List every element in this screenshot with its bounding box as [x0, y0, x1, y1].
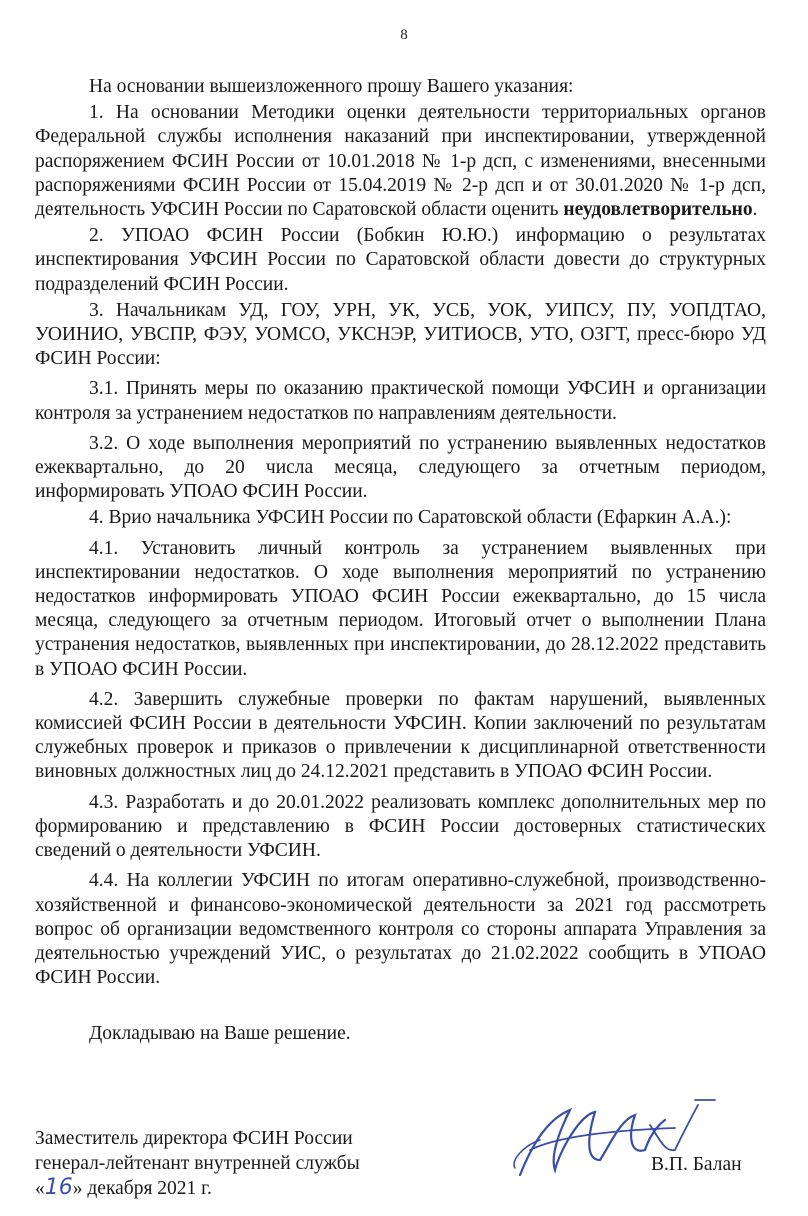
signer-name: В.П. Балан — [651, 1154, 742, 1175]
paragraph-4-3: 4.3. Разработать и до 20.01.2022 реализовать комплекс дополнительных мер по формированию и представлению в ФСИН России достоверных статистических сведений о деятельности УФСИН. — [35, 791, 766, 862]
signer-position: Заместитель директора ФСИН России — [35, 1128, 353, 1149]
paragraph-1 — [35, 101, 766, 222]
page-number: 8 — [400, 27, 408, 43]
date-quote-open: « — [35, 1178, 45, 1199]
paragraph-4-1: 4.1. Установить личный контроль за устранением выявленных при инспектировании недостатков. О ходе выполнения мероприятий по устранению недостатков информировать УПОАО ФСИН России ежеквартально, до 15 числа месяца, следующего за отчетным периодом. Итоговый отчет о выполнении Плана устранения недостатков, выявленных при инспектировании, до 28.12.2022 представить в УПОАО ФСИН России. — [35, 537, 766, 680]
assessment-result: неудовлетворительно — [563, 199, 753, 221]
paragraph-4-2: 4.2. Завершить служебные проверки по фактам нарушений, выявленных комиссией ФСИН России в деятельности УФСИН. Копии заключений по результатам служебных проверок и приказов о привлечении к дисциплинарной ответственности виновных должностных лиц до 24.12.2021 представить в УПОАО ФСИН России. — [35, 688, 766, 783]
paragraph-1-text: 1. На основании Методики оценки деятельности территориальных органов Федеральной службы исполнения наказаний при инспектировании, утвержденной распоряжением ФСИН России от 10.01.2018 № 1-р дсп, с изменениями, внесенными распоряжениями ФСИН России от 15.04.2019 № 2-р дсп и от 30.01.2020 № 1-р дсп, деятельность УФСИН России по Саратовской области оценить — [35, 102, 766, 221]
signer-rank: генерал-лейтенант внутренней службы — [35, 1152, 360, 1174]
paragraph-4-4: 4.4. На коллегии УФСИН по итогам оперативно-служебной, производственно-хозяйственной и финансово-экономической деятельности за 2021 год рассмотреть вопрос об организации ведомственного контроля со стороны аппарата Управления за деятельностью учреждений УИС, о результатах до 21.02.2022 сообщить в УПОАО ФСИН России. — [35, 870, 766, 989]
date-day-handwritten: 16 — [44, 1175, 73, 1200]
paragraph-3-2: 3.2. О ходе выполнения мероприятий по устранению выявленных недостатков ежеквартально, до 20 числа месяца, следующего за отчетным периодом, информировать УПОАО ФСИН России. — [35, 432, 766, 503]
document-body — [35, 75, 766, 1047]
paragraph-2: 2. УПОАО ФСИН России (Бобкин Ю.Ю.) информацию о результатах инспектирования УФСИН России по Саратовской области довести до структурных подразделений ФСИН России. — [35, 225, 766, 295]
paragraph-4: 4. Врио начальника УФСИН России по Саратовской области (Ефаркин А.А.): — [89, 507, 732, 529]
paragraph-3: 3. Начальникам УД, ГОУ, УРН, УК, УСБ, УОК, УИПСУ, ПУ, УОПДТАО, УОИНИО, УВСПР, ФЭУ, УОМСО, УКСНЭР, УИТИОСВ, УТО, ОЗГТ, пресс-бюро УД ФСИН России: — [35, 299, 766, 370]
paragraph-1-end: . — [752, 199, 758, 221]
paragraph-3-1: 3.1. Принять меры по оказанию практической помощи УФСИН и организации контроля за устранением недостатков по направлениям деятельности. — [35, 378, 766, 424]
date-rest: » декабря 2021 г. — [72, 1178, 212, 1199]
signature-date — [35, 1176, 775, 1201]
closing-line: Докладываю на Ваше решение. — [89, 1023, 351, 1045]
paragraph-intro: На основании вышеизложенного прошу Вашего указания: — [89, 76, 574, 97]
